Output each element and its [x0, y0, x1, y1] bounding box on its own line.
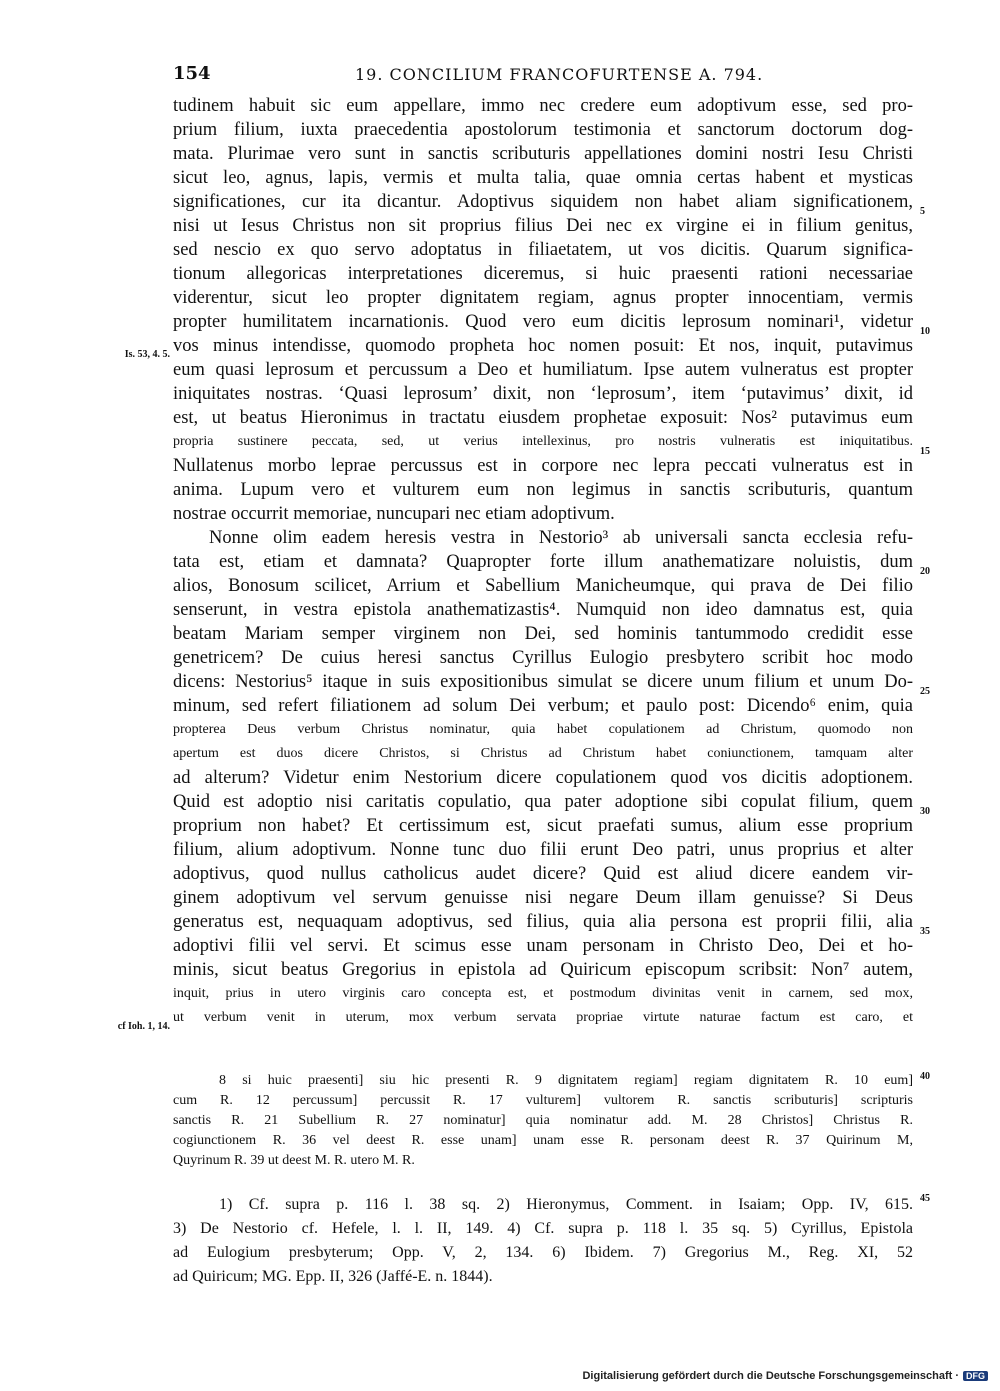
page-number: 154: [173, 63, 211, 84]
body-line: alios, Bonosum scilicet, Arrium et Sabellium Manicheumque, qui prava de Dei filio: [173, 576, 913, 596]
line-number: 15: [920, 446, 930, 457]
footnote-line: ad Quiricum; MG. Epp. II, 326 (Jaffé-E. n. 1844).: [173, 1268, 493, 1285]
body-line: dicens: Nestorius⁵ itaque in suis expositionibus simulat se dicere unum filium et unum Do-: [173, 672, 913, 692]
apparatus-line: cum R. 12 percussum] percussit R. 17 vulturem] vultorem R. sanctis scributuris] scripturis: [173, 1093, 913, 1108]
body-line: nostrae occurrit memoriae, nuncupari nec etiam adoptivum.: [173, 504, 615, 524]
body-line: ginem adoptivum vel servum genuisse nisi negare Deum illam genuisse? Si Deus: [173, 888, 913, 908]
footnotes: [173, 1193, 913, 1289]
body-line: tionum allegoricas interpretationes diceremus, si huic praesenti rationi necessariae: [173, 264, 913, 284]
body-line: beatam Mariam semper virginem non Dei, sed hominis tantummodo credidit esse: [173, 624, 913, 644]
margin-reference: cf Ioh. 1, 14.: [117, 1021, 170, 1032]
body-line: adoptivi filii vel servi. Et scimus esse unam personam in Christo Deo, Dei et ho-: [173, 936, 913, 956]
body-line: senserunt, in vestra epistola anathematizastis⁴. Numquid non ideo damnatus est, quia: [173, 600, 913, 620]
footnote-line: 3) De Nestorio cf. Hefele, l. l. II, 149. 4) Cf. supra p. 118 l. 35 sq. 5) Cyrillus, Epistola: [173, 1220, 913, 1237]
body-line: nisi ut Iesus Christus non sit proprius filius Dei nec ex virgine ei in filium genitus,: [173, 216, 913, 236]
footnote-line: 1) Cf. supra p. 116 l. 38 sq. 2) Hieronymus, Comment. in Isaiam; Opp. IV, 615.: [219, 1196, 913, 1213]
line-number: 30: [920, 806, 930, 817]
body-line: propria sustinere peccata, sed, ut verius intellexinus, pro nostris vulneratis est iniquitatibus.: [173, 434, 913, 449]
body-line: Nonne olim eadem heresis vestra in Nestorio³ ab universali sancta ecclesia refu-: [209, 528, 913, 548]
apparatus-line: 8 si huic praesenti] siu hic presenti R. 9 dignitatem regiam] regiam dignitatem R. 10 eum]: [219, 1073, 913, 1088]
body-line: sed nescio ex quo servo adoptatus in filiaetatem, ut vos dicitis. Quarum significa-: [173, 240, 913, 260]
running-title: 19. CONCILIUM FRANCOFURTENSE A. 794.: [355, 65, 764, 84]
body-line: vos minus intendisse, quomodo propheta hoc nomen posuit: Et nos, inquit, putavimus: [173, 336, 913, 356]
line-number: 20: [920, 566, 930, 577]
body-line: est, ut beatus Hieronimus in tractatu eiusdem prophetae exposuit: Nos² putavimus eum: [173, 408, 913, 428]
dfg-credit[interactable]: [582, 1370, 988, 1382]
apparatus-line: sanctis R. 21 Subellium R. 27 nominatur] quia nominatur add. M. 28 Christos] Christus R.: [173, 1113, 913, 1128]
body-line: inquit, prius in utero virginis caro concepta est, et postmodum divinitas venit in carnem, sed mox,: [173, 986, 913, 1001]
body-line: ad alterum? Videtur enim Nestorium dicere copulationem quod vos dicitis adoptionem.: [173, 768, 913, 788]
body-line: anima. Lupum vero et vulturem eum non legimus in sanctis scributuris, quantum: [173, 480, 913, 500]
body-line: proprium non habet? Et certissimum est, sicut praefati sumus, alium esse proprium: [173, 816, 913, 836]
body-line: minis, sicut beatus Gregorius in epistola ad Quiricum episcopum scribsit: Non⁷ autem,: [173, 960, 913, 980]
body-line: viderentur, sicut leo propter dignitatem regiam, agnus propter innocentiam, vermis: [173, 288, 913, 308]
body-line: Nullatenus morbo leprae percussus est in corpore nec lepra peccati vulneratus est in: [173, 456, 913, 476]
body-line: minum, sed refert filiationem ad solum Dei verbum; et paulo post: Dicendo⁶ enim, quia: [173, 696, 913, 716]
body-line: tudinem habuit sic eum appellare, immo nec credere eum adoptivum esse, sed pro-: [173, 96, 913, 116]
critical-apparatus: [173, 1071, 913, 1171]
line-number: 45: [920, 1193, 930, 1204]
body-line: iniquitates nostras. ‘Quasi leprosum’ dixit, non ‘leprosum’, item ‘putavimus’ dixit, id: [173, 384, 913, 404]
body-line: generatus est, nequaquam adoptivus, sed filius, quia alia persona est proprii filii, alia: [173, 912, 913, 932]
margin-reference: Is. 53, 4. 5.: [124, 349, 170, 360]
credit-text: Digitalisierung gefördert durch die Deutsche Forschungsgemeinschaft ·: [582, 1370, 959, 1382]
body-line: sicut leo, agnus, lapis, vermis et multa talia, quae omnia certas habent et mysticas: [173, 168, 913, 188]
line-number: 5: [920, 206, 925, 217]
dfg-logo-icon: DFG: [963, 1371, 988, 1381]
body-line: ut verbum venit in uterum, mox verbum servata propriae virtute naturae factum est caro, et: [173, 1010, 913, 1025]
body-line: mata. Plurimae vero sunt in sanctis scributuris appellationes domini nostri Iesu Christi: [173, 144, 913, 164]
body-line: propter humilitatem incarnationis. Quod vero eum dicitis leprosum nominari¹, videtur: [173, 312, 913, 332]
apparatus-line: cogiunctionem R. 36 vel deest R. esse unam] unam esse R. personam deest R. 37 Quirinum M,: [173, 1133, 913, 1148]
body-line: adoptivus, quod nullus catholicus audet dicere? Quid est aliud dicere eandem vir-: [173, 864, 913, 884]
body-line: propterea Deus verbum Christus nominatur, quia habet copulationem ad Christum, quomodo non: [173, 722, 913, 737]
body-line: prium filium, iuxta praecedentia apostolorum testimonia et sanctorum doctorum dog-: [173, 120, 913, 140]
line-number: 10: [920, 326, 930, 337]
body-line: tata est, etiam et damnata? Quapropter forte illum anathematizare noluistis, dum: [173, 552, 913, 572]
footnote-line: ad Eulogium presbyterum; Opp. V, 2, 134. 6) Ibidem. 7) Gregorius M., Reg. XI, 52: [173, 1244, 913, 1261]
body-line: Quid est adoptio nisi caritatis copulatio, qua pater adoptione sibi copulat filium, quem: [173, 792, 913, 812]
body-line: eum quasi leprosum et percussum a Deo et humiliatum. Ipse autem vulneratus est propter: [173, 360, 913, 380]
line-number: 35: [920, 926, 930, 937]
body-line: significationes, cur ita dicantur. Adoptivus siquidem non habet aliam significationem,: [173, 192, 913, 212]
body-line: apertum est duos dicere Christos, si Christus ad Christum habet coniunctionem, tamquam alter: [173, 746, 913, 761]
body-line: filium, alium adoptivum. Nonne tunc duo filii erunt Deo patri, unus proprius et alter: [173, 840, 913, 860]
apparatus-line: Quyrinum R. 39 ut deest M. R. utero M. R.: [173, 1153, 415, 1168]
line-number: 25: [920, 686, 930, 697]
line-number: 40: [920, 1071, 930, 1082]
body-line: genetricem? De cuius heresi sanctus Cyrillus Eulogio presbytero scribit hoc modo: [173, 648, 913, 668]
